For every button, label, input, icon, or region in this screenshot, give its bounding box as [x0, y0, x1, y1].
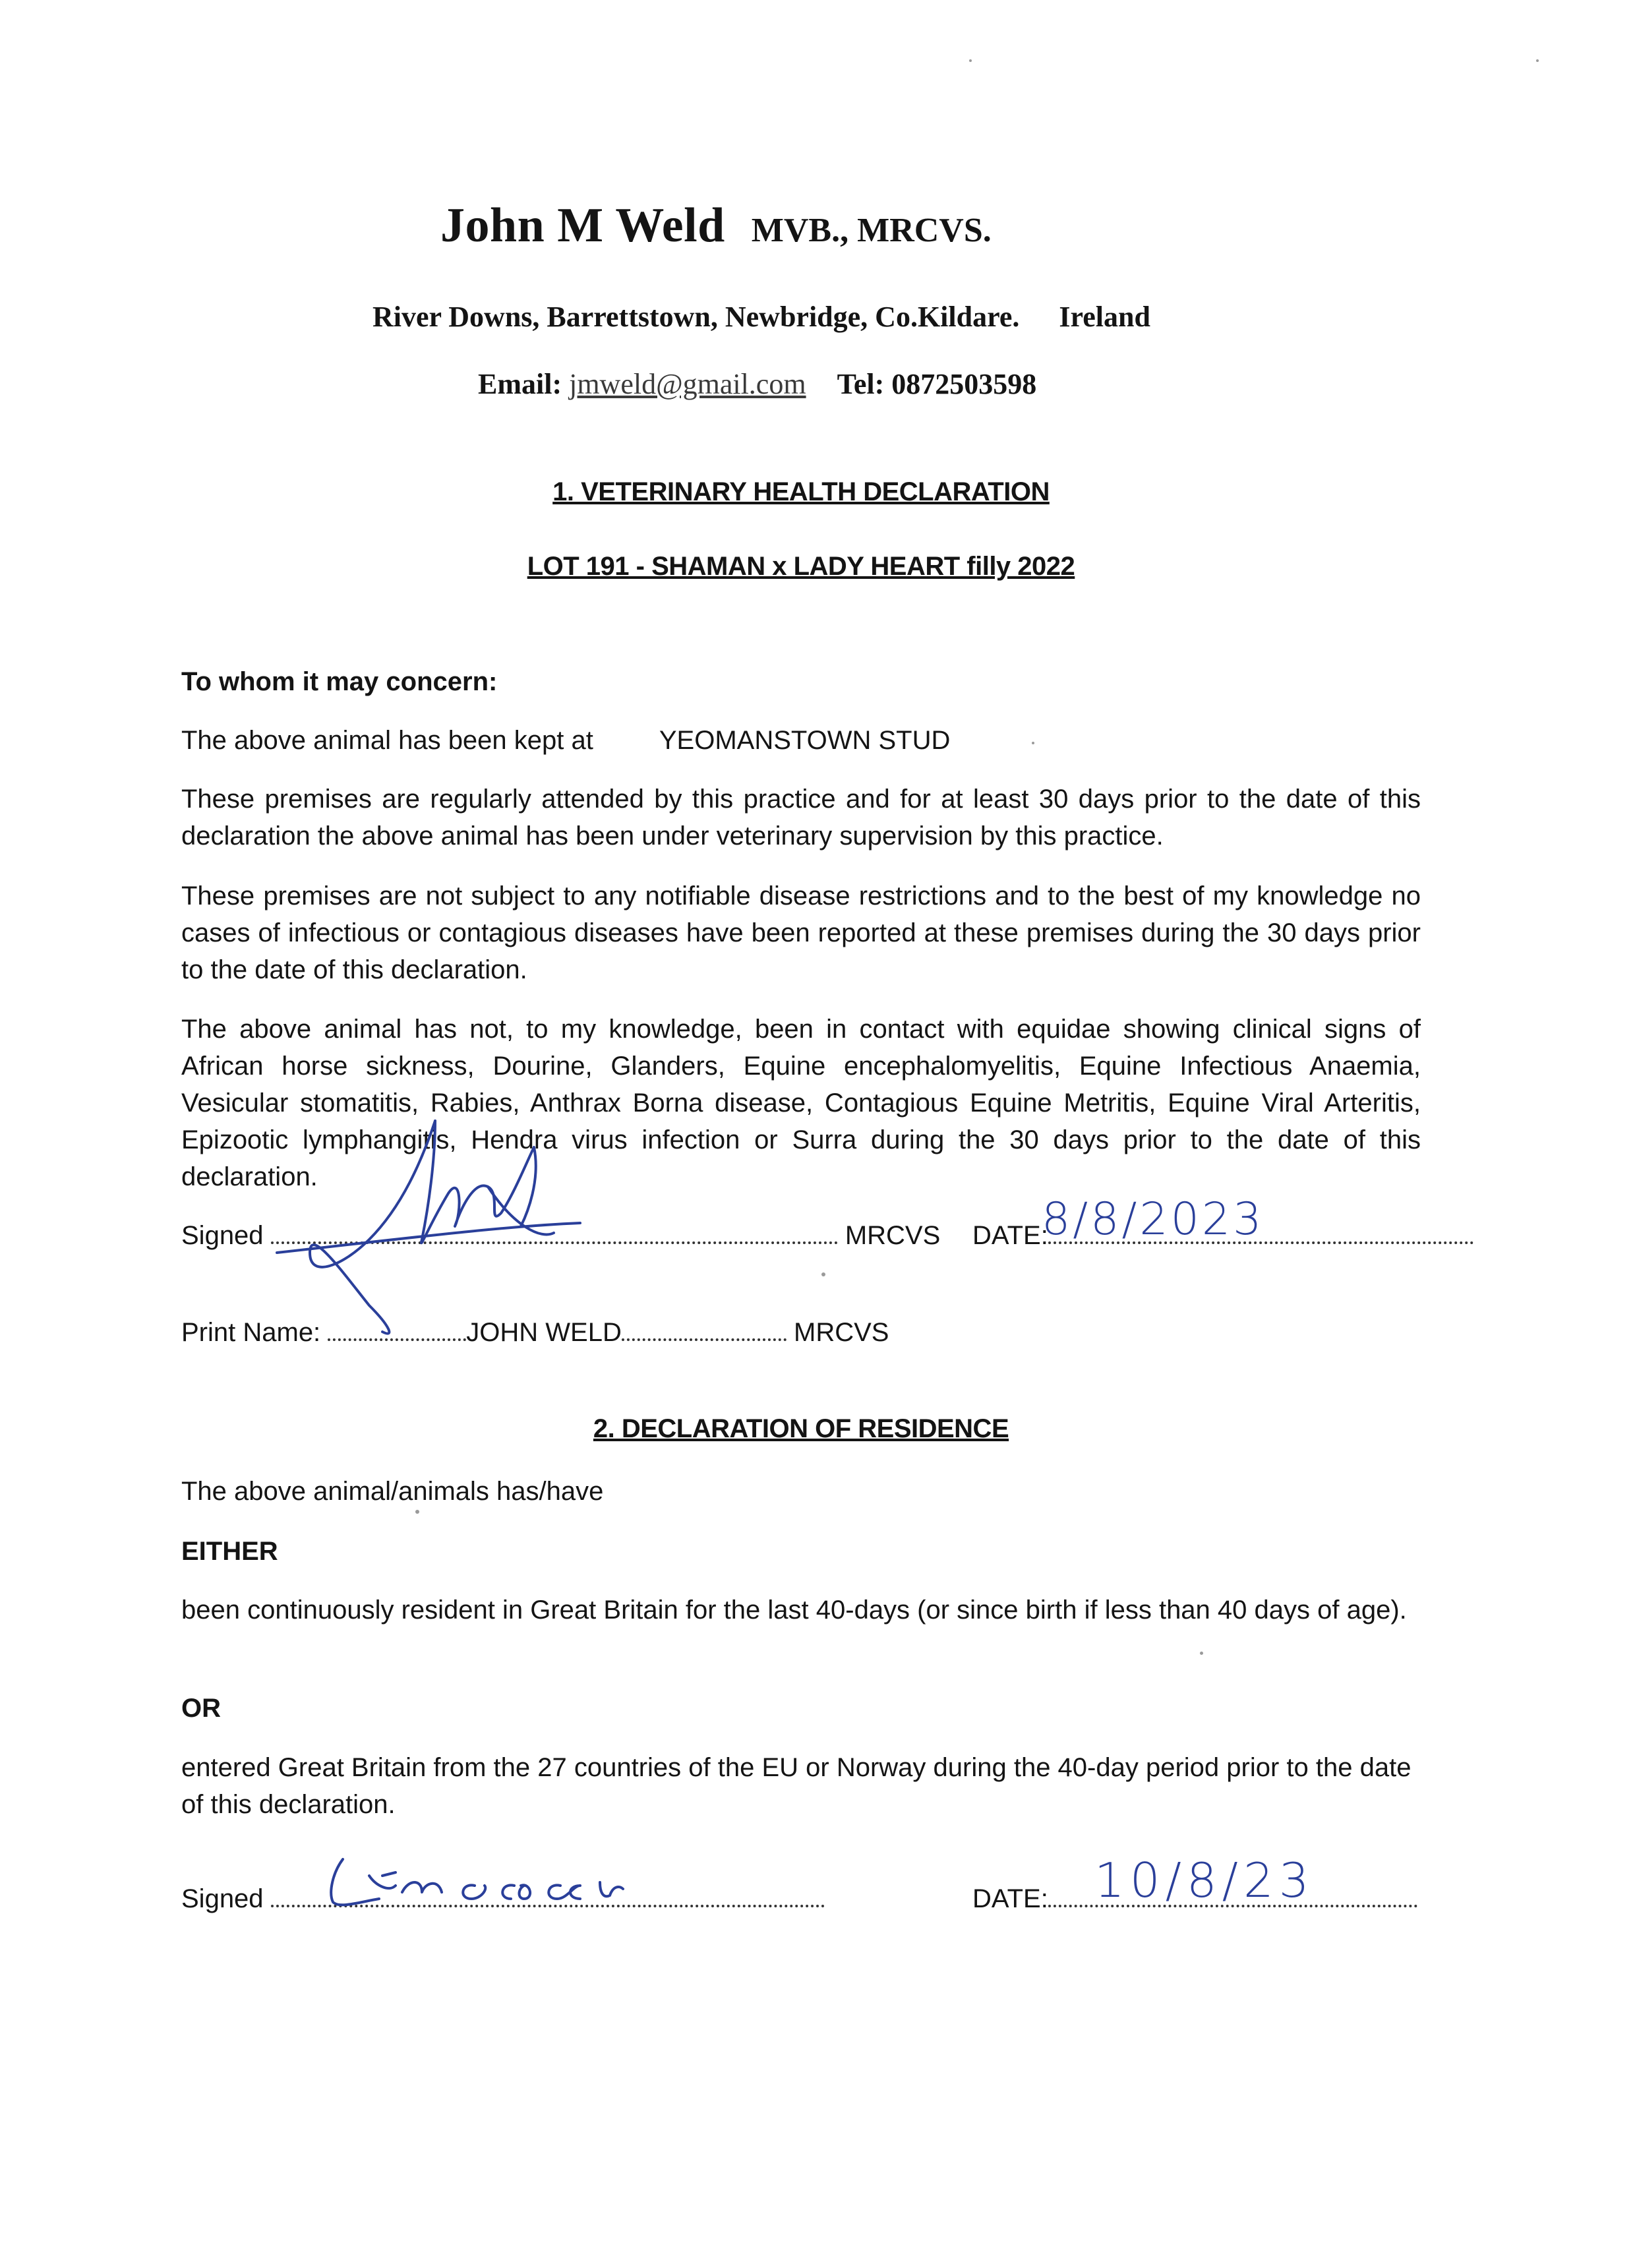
either-label: EITHER [181, 1537, 278, 1566]
tel-number: 0872503598 [891, 368, 1037, 400]
salutation: To whom it may concern: [181, 667, 498, 696]
print-name-dots-left [328, 1338, 466, 1341]
section2-heading: 2. DECLARATION OF RESIDENCE [593, 1414, 1009, 1443]
vet-qualifications: MVB., MRCVS. [751, 212, 992, 249]
letterhead-contact-row [478, 367, 1036, 401]
signed-label: Signed [181, 1221, 264, 1250]
or-label: OR [181, 1694, 221, 1723]
vet-signed-row [181, 1217, 940, 1254]
print-name-dots-right [622, 1338, 787, 1341]
kept-at-label: The above animal has been kept at [181, 726, 593, 755]
residence-date-handwritten: 10/8/23 [1094, 1853, 1315, 1908]
email-label: Email: [478, 368, 562, 400]
date-label: DATE: [972, 1221, 1048, 1250]
scan-speck [969, 59, 972, 62]
country: Ireland [1059, 301, 1150, 333]
print-name-row [181, 1314, 889, 1351]
signature-line [271, 1241, 838, 1244]
print-name-value: JOHN WELD [466, 1318, 622, 1347]
scan-speck [1536, 59, 1539, 62]
option-entered: entered Great Britain from the 27 countries of the EU or Norway during the 40-day period prior to the date of this declaration. [181, 1753, 1412, 1819]
signed-mrcvs: MRCVS [845, 1221, 941, 1250]
print-name-label: Print Name: [181, 1318, 321, 1347]
section1-heading: 1. VETERINARY HEALTH DECLARATION [552, 477, 1050, 506]
residence-signature-line [271, 1905, 825, 1907]
address: River Downs, Barrettstown, Newbridge, Co.Kildare. [372, 301, 1020, 333]
paragraph-supervision: These premises are regularly attended by this practice and for at least 30 days prior to the date of this declaration the above animal has been under veterinary supervision by this practice. [181, 785, 1421, 850]
paragraph-no-contact: The above animal has not, to my knowledge, been in contact with equidae showing clinical signs of African horse sickness, Dourine, Glanders, Equine encephalomyelitis, Equine Infectious Anaemia, Vesicular stomatitis, Rabies, Anthrax Borna disease, Contagious Equine Metritis, Equine Viral Arteritis, Epizootic lymphangitis, Hendra virus infection or Surra during the 30 days prior to the date of this declaration. [181, 1015, 1421, 1191]
scan-speck [1200, 1652, 1203, 1655]
residence-intro: The above animal/animals has/have [181, 1477, 604, 1506]
vet-name: John M Weld [440, 198, 725, 253]
scan-speck [1032, 742, 1034, 744]
letterhead-address-row [372, 300, 1150, 334]
scan-speck [415, 1510, 419, 1514]
lot-heading: LOT 191 - SHAMAN x LADY HEART filly 2022 [527, 552, 1075, 581]
kept-at-row [181, 722, 950, 759]
paragraph-no-restrictions: These premises are not subject to any notifiable disease restrictions and to the best of my knowledge no cases of infectious or contagious diseases have been reported at these premises during the 30 days prior to the date of this declaration. [181, 881, 1421, 984]
tel-label: Tel: [837, 368, 885, 400]
vet-date-handwritten: 8/8/2023 [1042, 1193, 1264, 1245]
residence-signed-label: Signed [181, 1884, 264, 1913]
residence-signed-row [181, 1880, 825, 1917]
email-link[interactable]: jmweld@gmail.com [569, 368, 806, 400]
option-resident: been continuously resident in Great Britain for the last 40-days (or since birth if less than 40 days of age). [181, 1596, 1407, 1625]
premises-name: YEOMANSTOWN STUD [659, 726, 951, 755]
print-name-mrcvs: MRCVS [794, 1318, 889, 1347]
scan-speck [821, 1272, 825, 1276]
residence-date-label: DATE: [972, 1884, 1048, 1913]
letterhead-name-row [440, 198, 992, 254]
